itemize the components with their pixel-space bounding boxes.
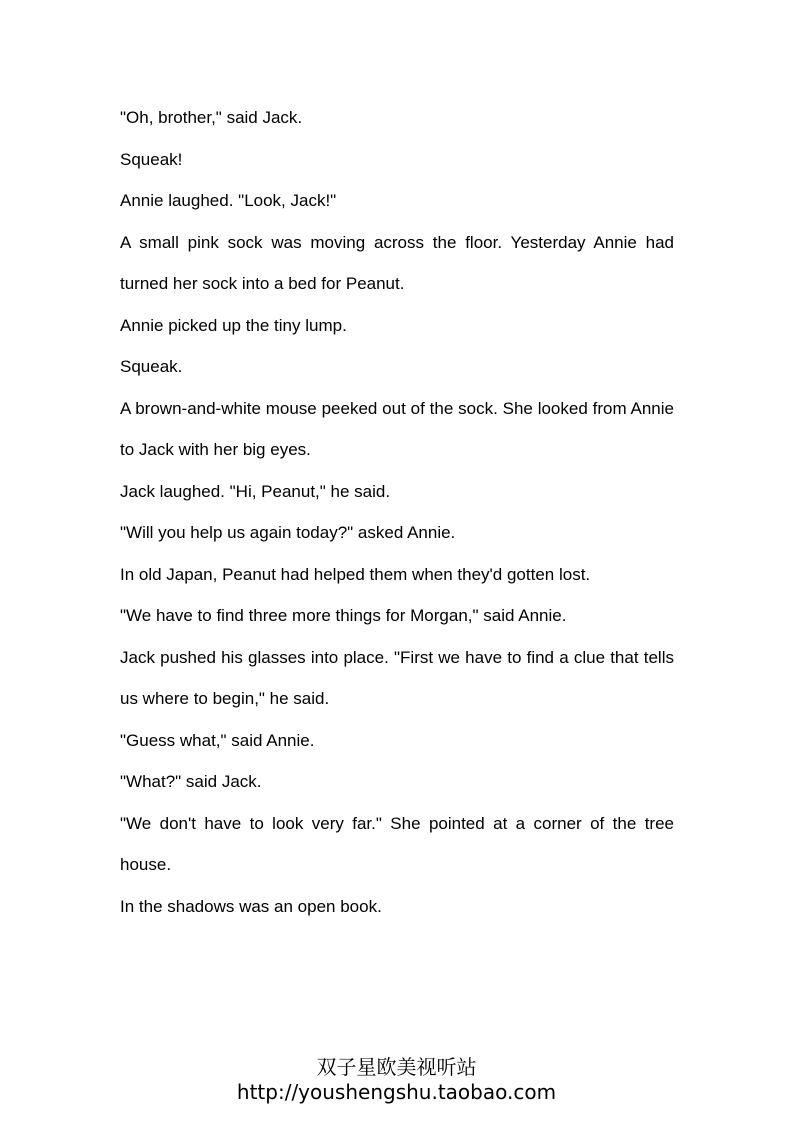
paragraph: Jack pushed his glasses into place. "First we have to find a clue that tells us where to begin," he said. [120, 647, 674, 708]
paragraph: In the shadows was an open book. [120, 896, 382, 916]
page-body [120, 97, 674, 927]
paragraph: A small pink sock was moving across the floor. Yesterday Annie had turned her sock into a bed for Peanut. [120, 232, 674, 293]
footer-url: http://youshengshu.taobao.com [236, 1080, 557, 1104]
paragraph: Annie picked up the tiny lump. [120, 315, 347, 335]
paragraph: In old Japan, Peanut had helped them when they'd gotten lost. [120, 564, 591, 584]
paragraph: Annie laughed. "Look, Jack!" [120, 191, 337, 210]
paragraph: Squeak! [120, 149, 183, 169]
paragraph: "Will you help us again today?" asked Annie. [120, 523, 456, 542]
paragraph: Squeak. [120, 357, 183, 376]
paragraph: "We have to find three more things for Morgan," said Annie. [120, 606, 567, 625]
paragraph: "We don't have to look very far." She pointed at a corner of the tree house. [120, 813, 674, 874]
paragraph: "Oh, brother," said Jack. [120, 108, 303, 127]
footer-shop-name: 双子星欧美视听站 [316, 1055, 477, 1079]
paragraph: A brown-and-white mouse peeked out of the sock. She looked from Annie to Jack with her big eyes. [120, 398, 674, 459]
paragraph: "What?" said Jack. [120, 772, 262, 791]
paragraph: Jack laughed. "Hi, Peanut," he said. [120, 481, 391, 501]
paragraph: "Guess what," said Annie. [120, 730, 315, 750]
